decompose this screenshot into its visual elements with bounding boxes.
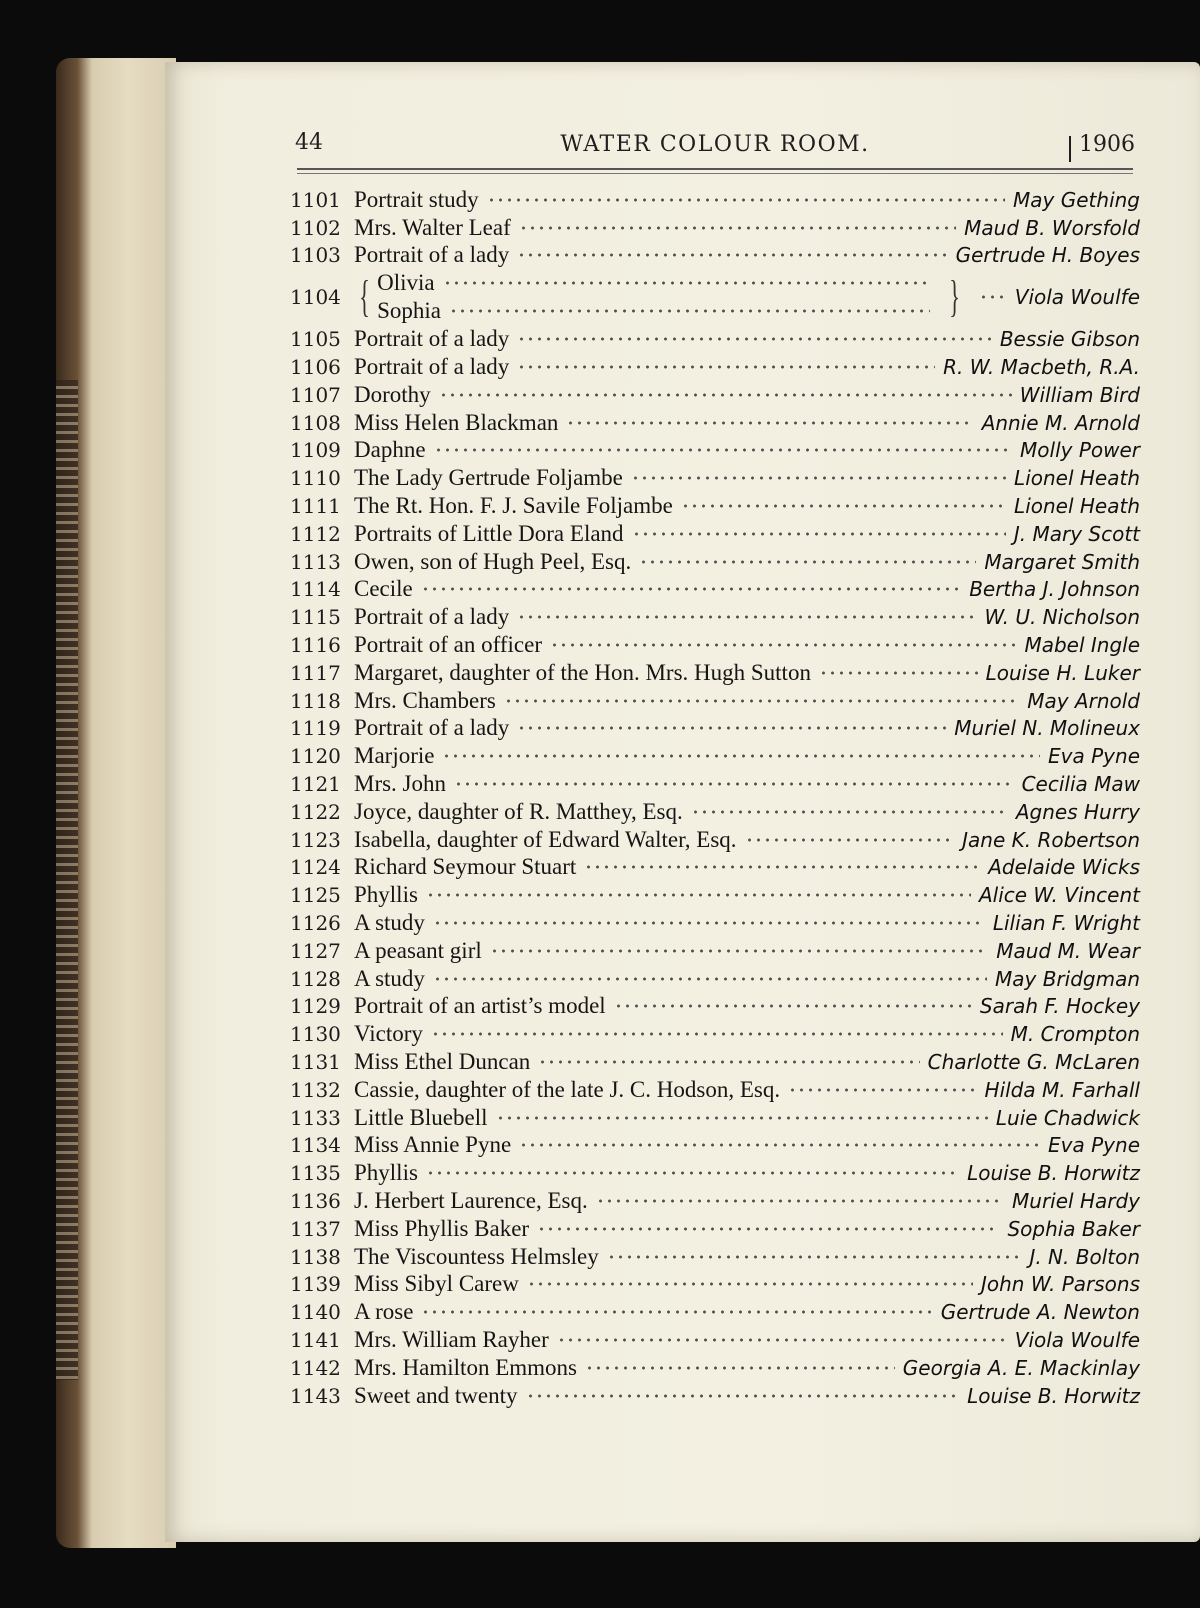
- dot-leader: [537, 1224, 999, 1234]
- entry-title: A rose: [354, 1299, 414, 1325]
- entry-artist: Gertrude A. Newton: [940, 1300, 1140, 1325]
- catalogue-entry: [290, 242, 1140, 270]
- dot-leader: [421, 1307, 932, 1317]
- catalogue-entry: [290, 687, 1140, 715]
- entry-number: 1143: [290, 1383, 341, 1408]
- entry-title: Richard Seymour Stuart: [354, 854, 577, 880]
- entry-body: [354, 1188, 1140, 1214]
- entry-body: [354, 242, 1140, 268]
- dot-leader: [421, 584, 961, 594]
- grouped-title-line: [377, 297, 938, 325]
- dot-leader: [443, 278, 930, 288]
- catalogue-entry: [290, 826, 1140, 854]
- entry-number: 1103: [290, 243, 341, 268]
- entry-artist: May Arnold: [1027, 688, 1140, 713]
- entry-artist: Maud B. Worsfold: [964, 215, 1140, 240]
- entry-number: 1142: [290, 1355, 341, 1380]
- grouped-title-line: [377, 269, 938, 297]
- catalogue-entry: [290, 548, 1140, 576]
- entry-title: Sweet and twenty: [354, 1382, 518, 1408]
- entry-title: Miss Phyllis Baker: [354, 1215, 530, 1241]
- catalogue-entry: [290, 269, 1140, 325]
- left-brace-icon: {: [359, 272, 370, 322]
- catalogue-entry: [290, 659, 1140, 687]
- page-number: 44: [295, 130, 323, 155]
- entry-number: 1107: [290, 382, 341, 407]
- entry-artist: Lilian F. Wright: [992, 911, 1140, 936]
- dot-leader: [434, 445, 1012, 455]
- entry-artist: Viola Woulfe: [1014, 1327, 1140, 1352]
- dot-leader: [487, 195, 1005, 205]
- entry-body: [354, 1327, 1140, 1353]
- catalogue-entry: [290, 1354, 1140, 1382]
- entry-title: The Rt. Hon. F. J. Savile Foljambe: [354, 493, 673, 519]
- dot-leader: [517, 612, 976, 622]
- entry-artist: Louise B. Horwitz: [967, 1161, 1140, 1186]
- entry-number: 1139: [290, 1272, 341, 1297]
- dot-leader: [431, 1029, 1003, 1039]
- entry-body: [354, 576, 1140, 602]
- entry-number: 1126: [290, 911, 341, 936]
- dot-leader: [607, 1252, 1022, 1262]
- entry-artist: Georgia A. E. Mackinlay: [902, 1355, 1140, 1380]
- entry-number: 1109: [290, 438, 341, 463]
- entry-body: [354, 1077, 1140, 1103]
- header-rule: [297, 168, 1133, 170]
- entry-body: [354, 1299, 1140, 1325]
- catalogue-entry: [290, 464, 1140, 492]
- entry-number: 1102: [290, 215, 341, 240]
- catalogue-entry: [290, 437, 1140, 465]
- entry-body: [354, 882, 1140, 908]
- entry-title: Cassie, daughter of the late J. C. Hodson, Esq.: [354, 1076, 781, 1102]
- entry-title: Portrait study: [354, 186, 479, 212]
- entry-number: 1115: [290, 605, 341, 630]
- catalogue-entry: [290, 631, 1140, 659]
- entry-number: 1105: [290, 327, 341, 352]
- catalogue-entry: [290, 1215, 1140, 1243]
- entry-body: [354, 1105, 1140, 1131]
- entry-artist: J. Mary Scott: [1013, 521, 1140, 546]
- dot-leader: [517, 334, 992, 344]
- entry-number: 1136: [290, 1188, 341, 1213]
- entry-body: [354, 382, 1140, 408]
- entry-body: [354, 1132, 1140, 1158]
- entry-body: [354, 743, 1140, 769]
- entry-number: 1104: [290, 285, 341, 310]
- entry-body: [354, 354, 1140, 380]
- entry-artist: Molly Power: [1020, 438, 1140, 463]
- dot-leader: [538, 1057, 919, 1067]
- grouped-titles: [377, 269, 938, 325]
- entry-title: Mrs. Walter Leaf: [354, 214, 511, 240]
- entry-title: Dorothy: [354, 381, 431, 407]
- entry-title: Mrs. William Rayher: [354, 1326, 549, 1352]
- entry-number: 1114: [290, 577, 341, 602]
- entry-body: [354, 269, 1140, 325]
- entry-body: [354, 1160, 1140, 1186]
- entry-artist: Agnes Hurry: [1015, 799, 1140, 824]
- entry-title: Daphne: [354, 437, 426, 463]
- entry-title: Portrait of a lady: [354, 604, 510, 630]
- catalogue-entry: [290, 742, 1140, 770]
- entry-body: [354, 771, 1140, 797]
- entry-body: [354, 215, 1140, 241]
- entry-body: [354, 715, 1140, 741]
- entry-number: 1125: [290, 883, 341, 908]
- entry-title: Margaret, daughter of the Hon. Mrs. Hugh Sutton: [354, 659, 811, 685]
- catalogue-year: 1906: [1079, 132, 1135, 157]
- entry-number: 1122: [290, 799, 341, 824]
- header-rule-thin: [297, 173, 1133, 174]
- entry-artist: Annie M. Arnold: [981, 410, 1140, 435]
- entry-body: [354, 827, 1140, 853]
- entry-title: A study: [354, 965, 425, 991]
- right-brace-icon: }: [948, 272, 960, 322]
- entry-body: [354, 1383, 1140, 1409]
- entry-artist: Adelaide Wicks: [988, 855, 1140, 880]
- dot-leader: [433, 918, 985, 928]
- dot-leader: [426, 890, 971, 900]
- entry-title: Mrs. Hamilton Emmons: [354, 1354, 577, 1380]
- entry-body: [354, 187, 1140, 213]
- entry-artist: Louise H. Luker: [985, 660, 1140, 685]
- dot-leader: [490, 946, 988, 956]
- catalogue-entries: [290, 186, 1140, 1409]
- dot-leader: [517, 362, 935, 372]
- catalogue-entry: [290, 353, 1140, 381]
- entry-artist: W. U. Nicholson: [984, 605, 1140, 630]
- entry-number: 1124: [290, 855, 341, 880]
- catalogue-entry: [290, 1132, 1140, 1160]
- entry-number: 1141: [290, 1327, 341, 1352]
- entry-artist: Eva Pyne: [1048, 1133, 1140, 1158]
- dot-leader: [819, 668, 978, 678]
- entry-title: The Lady Gertrude Foljambe: [354, 465, 623, 491]
- entry-body: [354, 660, 1140, 686]
- entry-body: [354, 938, 1140, 964]
- entry-title: Portrait of a lady: [354, 242, 510, 268]
- book-spine-binding: [56, 380, 78, 1380]
- entry-artist: Lionel Heath: [1014, 466, 1140, 491]
- catalogue-entry: [290, 909, 1140, 937]
- catalogue-entry: [290, 1076, 1140, 1104]
- entry-body: [354, 1244, 1140, 1270]
- entry-number: 1132: [290, 1077, 341, 1102]
- dot-leader: [550, 640, 1016, 650]
- entry-body: [354, 549, 1140, 575]
- entry-body: [354, 1021, 1140, 1047]
- catalogue-entry: [290, 603, 1140, 631]
- entry-title: Phyllis: [354, 1160, 418, 1186]
- dot-leader: [614, 1001, 972, 1011]
- entry-number: 1121: [290, 772, 341, 797]
- entry-title: Portrait of a lady: [354, 354, 510, 380]
- entry-title: Miss Helen Blackman: [354, 409, 559, 435]
- entry-number: 1111: [290, 494, 341, 519]
- entry-title: Portrait of an artist’s model: [354, 993, 606, 1019]
- entry-artist: Sarah F. Hockey: [979, 994, 1140, 1019]
- catalogue-entry: [290, 214, 1140, 242]
- entry-title: Portrait of a lady: [354, 715, 510, 741]
- entry-artist: Lionel Heath: [1014, 494, 1140, 519]
- entry-number: 1140: [290, 1300, 341, 1325]
- catalogue-entry: [290, 576, 1140, 604]
- dot-leader: [454, 779, 1014, 789]
- entry-body: [354, 1271, 1140, 1297]
- entry-number: 1110: [290, 466, 341, 491]
- entry-body: [354, 493, 1140, 519]
- entry-body: [354, 437, 1140, 463]
- dot-leader: [632, 529, 1006, 539]
- dot-leader: [517, 723, 946, 733]
- dot-leader: [584, 862, 980, 872]
- catalogue-entry: [290, 1382, 1140, 1410]
- entry-body: [354, 1355, 1140, 1381]
- catalogue-entry: [290, 1270, 1140, 1298]
- catalogue-entry: [290, 854, 1140, 882]
- dot-leader: [527, 1279, 973, 1289]
- entry-number: 1133: [290, 1105, 341, 1130]
- entry-title: J. Herbert Laurence, Esq.: [354, 1187, 588, 1213]
- catalogue-entry: [290, 965, 1140, 993]
- entry-number: 1128: [290, 966, 341, 991]
- entry-number: 1130: [290, 1022, 341, 1047]
- dot-leader: [496, 1113, 988, 1123]
- entry-body: [354, 326, 1140, 352]
- entry-body: [354, 854, 1140, 880]
- entry-title: Olivia: [377, 270, 435, 296]
- entry-number: 1108: [290, 410, 341, 435]
- entry-artist: Hilda M. Farhall: [984, 1077, 1140, 1102]
- entry-title: Sophia: [377, 298, 442, 324]
- entry-number: 1101: [290, 187, 341, 212]
- dot-leader: [557, 1335, 1007, 1345]
- dot-leader: [691, 807, 1008, 817]
- entry-body: [354, 1216, 1140, 1242]
- entry-title: Miss Ethel Duncan: [354, 1049, 531, 1074]
- entry-number: 1123: [290, 827, 341, 852]
- catalogue-entry: [290, 1048, 1140, 1076]
- entry-artist: Jane K. Robertson: [962, 827, 1140, 852]
- entry-number: 1119: [290, 716, 341, 741]
- dot-leader: [585, 1363, 895, 1373]
- dot-leader: [745, 835, 955, 845]
- entry-title: Phyllis: [354, 882, 418, 908]
- catalogue-entry: [290, 798, 1140, 826]
- catalogue-entry: [290, 1159, 1140, 1187]
- dot-leader: [426, 1168, 959, 1178]
- catalogue-entry: [290, 1243, 1140, 1271]
- entry-body: [354, 632, 1140, 658]
- entry-title: Mrs. Chambers: [354, 687, 496, 713]
- catalogue-entry: [290, 993, 1140, 1021]
- entry-number: 1117: [290, 660, 341, 685]
- entry-artist: Margaret Smith: [984, 549, 1140, 574]
- catalogue-entry: [290, 1104, 1140, 1132]
- catalogue-entry: [290, 1298, 1140, 1326]
- room-title: WATER COLOUR ROOM.: [560, 132, 870, 157]
- catalogue-entry: [290, 409, 1140, 437]
- entry-number: 1120: [290, 744, 341, 769]
- entry-title: Portraits of Little Dora Eland: [354, 520, 624, 546]
- entry-body: [354, 521, 1140, 547]
- entry-artist: J. N. Bolton: [1029, 1244, 1140, 1269]
- entry-artist: John W. Parsons: [981, 1272, 1140, 1297]
- catalogue-entry: [290, 381, 1140, 409]
- catalogue-entry: [290, 770, 1140, 798]
- entry-number: 1131: [290, 1050, 341, 1074]
- dot-leader: [631, 473, 1006, 483]
- catalogue-entry: [290, 492, 1140, 520]
- dot-leader: [596, 1196, 1004, 1206]
- entry-body: [354, 993, 1140, 1019]
- entry-artist: Muriel N. Molineux: [954, 716, 1140, 741]
- entry-title: The Viscountess Helmsley: [354, 1243, 599, 1269]
- dot-leader: [639, 557, 976, 567]
- entry-number: 1135: [290, 1161, 341, 1186]
- entry-title: Owen, son of Hugh Peel, Esq.: [354, 548, 632, 574]
- entry-body: [354, 688, 1140, 714]
- entry-body: [354, 410, 1140, 436]
- entry-body: [354, 910, 1140, 936]
- entry-artist: William Bird: [1019, 382, 1140, 407]
- entry-artist: M. Crompton: [1010, 1022, 1140, 1047]
- entry-artist: Louise B. Horwitz: [967, 1383, 1140, 1408]
- catalogue-entry: [290, 937, 1140, 965]
- entry-number: 1129: [290, 994, 341, 1019]
- entry-title: Portrait of a lady: [354, 326, 510, 352]
- entry-artist: Cecilia Maw: [1021, 772, 1140, 797]
- entry-artist: May Gething: [1013, 187, 1140, 212]
- entry-artist: Gertrude H. Boyes: [955, 243, 1140, 268]
- entry-number: 1106: [290, 355, 341, 380]
- dot-leader: [439, 390, 1012, 400]
- entry-title: Marjorie: [354, 743, 435, 769]
- catalogue-entry: [290, 1326, 1140, 1354]
- entry-title: Portrait of an officer: [354, 632, 542, 658]
- page-header: [295, 130, 1135, 164]
- entry-artist: Bertha J. Johnson: [969, 577, 1140, 602]
- catalogue-entry: [290, 715, 1140, 743]
- catalogue-entry: [290, 881, 1140, 909]
- dot-leader: [979, 292, 1007, 302]
- entry-artist: Bessie Gibson: [999, 327, 1140, 352]
- entry-body: [354, 966, 1140, 992]
- entry-artist: Viola Woulfe: [1014, 285, 1140, 310]
- dot-leader: [517, 250, 947, 260]
- entry-title: Miss Sibyl Carew: [354, 1271, 519, 1297]
- dot-leader: [449, 306, 930, 316]
- entry-artist: Mabel Ingle: [1024, 633, 1140, 658]
- entry-artist: Luie Chadwick: [995, 1105, 1140, 1130]
- entry-number: 1127: [290, 938, 341, 963]
- entry-number: 1134: [290, 1133, 341, 1158]
- entry-title: Joyce, daughter of R. Matthey, Esq.: [354, 798, 683, 824]
- entry-number: 1116: [290, 633, 341, 658]
- catalogue-entry: [290, 1020, 1140, 1048]
- entry-artist: Sophia Baker: [1007, 1216, 1140, 1241]
- entry-title: A peasant girl: [354, 937, 482, 963]
- catalogue-entry: [290, 520, 1140, 548]
- dot-leader: [504, 696, 1019, 706]
- catalogue-entry: [290, 186, 1140, 214]
- catalogue-entry: [290, 1187, 1140, 1215]
- entry-number: 1112: [290, 521, 341, 546]
- entry-number: 1138: [290, 1244, 341, 1269]
- dot-leader: [433, 974, 987, 984]
- entry-title: A study: [354, 910, 425, 936]
- entry-body: [354, 799, 1140, 825]
- entry-number: 1118: [290, 688, 341, 713]
- dot-leader: [526, 1391, 960, 1401]
- catalogue-entry: [290, 325, 1140, 353]
- dot-leader: [519, 1140, 1040, 1150]
- entry-title: Little Bluebell: [354, 1104, 488, 1130]
- entry-artist: Alice W. Vincent: [978, 883, 1140, 908]
- dot-leader: [681, 501, 1006, 511]
- entry-number: 1113: [290, 549, 341, 574]
- entry-artist: Charlotte G. McLaren: [927, 1050, 1140, 1074]
- entry-title: Miss Annie Pyne: [354, 1132, 512, 1158]
- entry-body: [354, 465, 1140, 491]
- entry-number: 1137: [290, 1216, 341, 1241]
- entry-title: Isabella, daughter of Edward Walter, Esq.: [354, 826, 737, 852]
- entry-artist: Eva Pyne: [1048, 744, 1140, 769]
- entry-artist: R. W. Macbeth, R.A.: [943, 355, 1140, 380]
- entry-artist: May Bridgman: [994, 966, 1140, 991]
- dot-leader: [519, 223, 956, 233]
- entry-artist: Muriel Hardy: [1012, 1188, 1140, 1213]
- entry-body: [354, 604, 1140, 630]
- entry-body: [354, 1049, 1140, 1075]
- entry-artist: Maud M. Wear: [996, 938, 1140, 963]
- entry-title: Victory: [354, 1021, 423, 1047]
- entry-title: Cecile: [354, 576, 413, 602]
- dot-leader: [788, 1085, 976, 1095]
- dot-leader: [442, 751, 1040, 761]
- dot-leader: [566, 418, 973, 428]
- entry-title: Mrs. John: [354, 771, 447, 797]
